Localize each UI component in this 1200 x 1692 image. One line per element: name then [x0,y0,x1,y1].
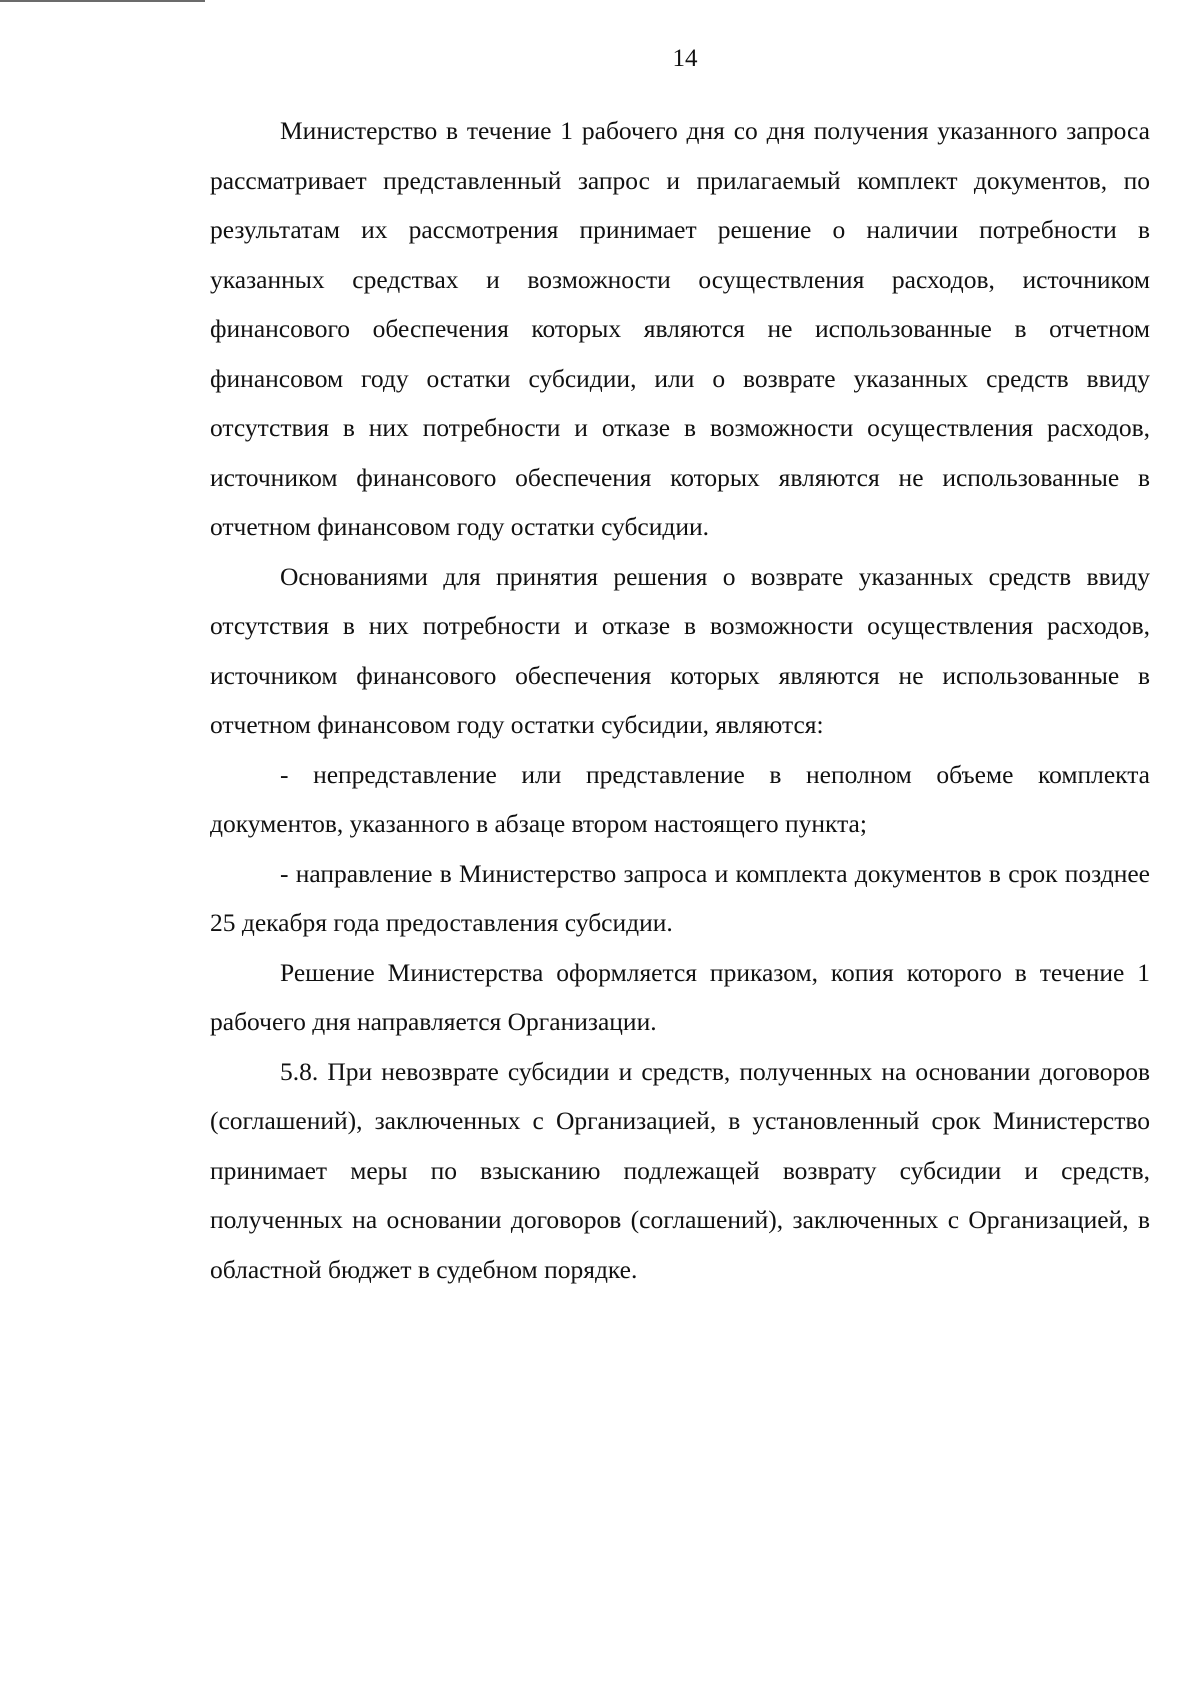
list-item-late-request: - направление в Министерство запроса и комплекта документов в срок позднее 25 декабря года предоставления субсидии. [210,858,1150,937]
document-body [210,106,1150,1294]
page-number: 14 [672,45,698,72]
paragraph-ministry-decision: Министерство в течение 1 рабочего дня со дня получения указанного запроса рассматривает представленный запрос и прилагаемый комплект документов, по результатам их рассмотрения принимает решение о наличии потребности в указанных средствах и возможности осуществления расходов, источником финансового обеспечения которых являются не использованные в отчетном финансовом году остатки субсидии, или о возврате указанных средств ввиду отсутствия в них потребности и отказе в возможности осуществления расходов, источником финансового обеспечения которых являются не использованные в отчетном финансовом году остатки субсидии. [210,116,1150,541]
list-item-nonsubmission: - непредставление или представление в неполном объеме комплекта документов, указанного в абзаце втором настоящего пункта; [210,759,1150,838]
paragraph-order: Решение Министерства оформляется приказом, копия которого в течение 1 рабочего дня направляется Организации. [210,957,1150,1036]
paragraph-5-8: 5.8. При невозврате субсидии и средств, полученных на основании договоров (соглашений), заключенных с Организацией, в установленный срок Министерство принимает меры по взысканию подлежащей возврату субсидии и средств, полученных на основании договоров (соглашений), заключенных с Организацией, в областной бюджет в судебном порядке. [210,1056,1150,1284]
scan-edge-line [0,0,205,2]
paragraph-grounds: Основаниями для принятия решения о возврате указанных средств ввиду отсутствия в них потребности и отказе в возможности осуществления расходов, источником финансового обеспечения которых являются не использованные в отчетном финансовом году остатки субсидии, являются: [210,561,1150,739]
